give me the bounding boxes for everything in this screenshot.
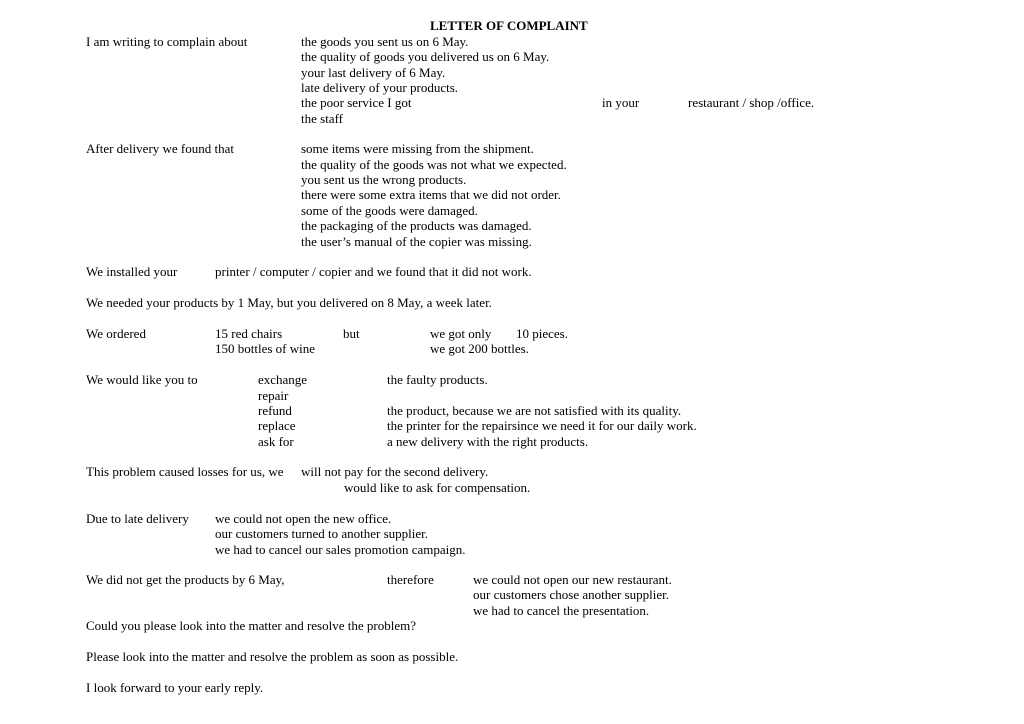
installed-text: printer / computer / copier and we found that it did not work. (215, 264, 532, 279)
result-option: our customers chose another supplier. (473, 587, 670, 602)
request-object: the product, because we are not satisfied with its quality. (387, 403, 682, 418)
complaint-option: the staff (301, 111, 343, 126)
losses-lead: This problem caused losses for us, we (86, 464, 284, 479)
ordered-item: 150 bottles of wine (215, 341, 316, 356)
request-question: Could you please look into the matter and resolve the problem? (86, 618, 416, 633)
therefore-text: therefore (387, 572, 434, 587)
request-object: the faulty products. (387, 372, 488, 387)
got-item: we got only (430, 326, 492, 341)
request-verb: ask for (258, 434, 294, 449)
finding-option: you sent us the wrong products. (301, 172, 467, 187)
complaint-option: your last delivery of 6 May. (301, 65, 446, 80)
request-lead: We would like you to (86, 372, 198, 387)
complaint-option: late delivery of your products. (301, 80, 459, 95)
place-options: restaurant / shop /office. (688, 95, 815, 110)
finding-option: the packaging of the products was damaged. (301, 218, 532, 233)
complaint-option: the poor service I got (301, 95, 412, 110)
consequence-option: we had to cancel our sales promotion campaign. (215, 542, 466, 557)
finding-option: the quality of the goods was not what we expected. (301, 157, 567, 172)
finding-option: some of the goods were damaged. (301, 203, 478, 218)
ordered-item: 15 red chairs (215, 326, 283, 341)
pieces-text: 10 pieces. (516, 326, 568, 341)
consequence-option: our customers turned to another supplier. (215, 526, 429, 541)
request-object: the printer for the repairsince we need it for our daily work. (387, 418, 697, 433)
page-title: LETTER OF COMPLAINT (430, 18, 588, 33)
request-verb: exchange (258, 372, 308, 387)
installed-lead: We installed your (86, 264, 178, 279)
request-verb: repair (258, 388, 289, 403)
request-urgent: Please look into the matter and resolve the problem as soon as possible. (86, 649, 459, 664)
finding-lead: After delivery we found that (86, 141, 235, 156)
not-received-lead: We did not get the products by 6 May, (86, 572, 285, 587)
but-text: but (343, 326, 360, 341)
ordered-lead: We ordered (86, 326, 146, 341)
request-verb: replace (258, 418, 296, 433)
request-object: a new delivery with the right products. (387, 434, 589, 449)
complaint-option: the goods you sent us on 6 May. (301, 34, 469, 49)
late-delivery-sentence: We needed your products by 1 May, but you delivered on 8 May, a week later. (86, 295, 492, 310)
result-option: we had to cancel the presentation. (473, 603, 650, 618)
result-option: we could not open our new restaurant. (473, 572, 672, 587)
in-your-text: in your (602, 95, 640, 110)
losses-option: would like to ask for compensation. (344, 480, 531, 495)
finding-option: some items were missing from the shipment. (301, 141, 534, 156)
consequence-option: we could not open the new office. (215, 511, 392, 526)
finding-option: there were some extra items that we did not order. (301, 187, 561, 202)
losses-option: will not pay for the second delivery. (301, 464, 489, 479)
request-verb: refund (258, 403, 292, 418)
finding-option: the user’s manual of the copier was missing. (301, 234, 532, 249)
got-item: we got 200 bottles. (430, 341, 529, 356)
complaint-option: the quality of goods you delivered us on 6 May. (301, 49, 550, 64)
complaint-lead: I am writing to complain about (86, 34, 248, 49)
closing-line: I look forward to your early reply. (86, 680, 264, 695)
consequence-lead: Due to late delivery (86, 511, 189, 526)
